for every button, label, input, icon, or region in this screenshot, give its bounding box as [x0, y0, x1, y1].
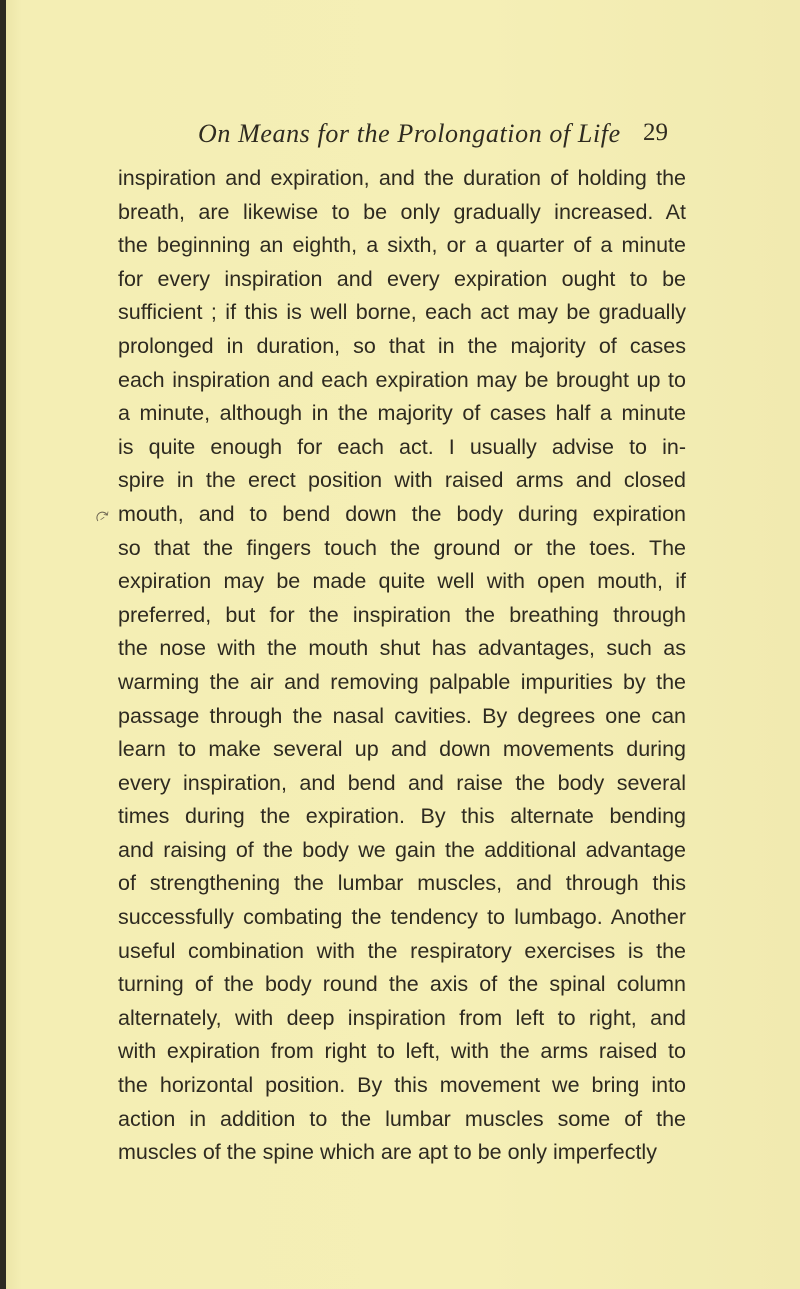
text-line: warming the air and removing palpable impurities by the — [118, 669, 686, 694]
text-line: times during the expiration. By this alternate bending — [118, 804, 686, 829]
page-header — [0, 119, 800, 153]
text-line: the nose with the mouth shut has advantages, such as — [118, 636, 686, 661]
text-line: so that the fingers touch the ground or the toes. The — [118, 535, 686, 560]
page-number: 29 — [643, 119, 668, 146]
text-line: every inspiration, and bend and raise the body several — [118, 770, 686, 795]
text-line: preferred, but for the inspiration the breathing through — [118, 602, 686, 627]
text-line: the horizontal position. By this movement we bring into — [118, 1073, 686, 1098]
text-line: spire in the erect position with raised arms and closed — [118, 468, 686, 493]
text-line: expiration may be made quite well with open mouth, if — [118, 569, 686, 594]
text-line: action in addition to the lumbar muscles some of the — [118, 1106, 686, 1131]
text-line: turning of the body round the axis of the spinal column — [118, 972, 686, 997]
text-line: useful combination with the respiratory exercises is the — [118, 938, 686, 963]
text-line: breath, are likewise to be only gradually increased. At — [118, 199, 686, 224]
text-line: muscles of the spine which are apt to be only imperfectly — [118, 1140, 657, 1165]
text-line: a minute, although in the majority of cases half a minute — [118, 401, 686, 426]
text-line: mouth, and to bend down the body during expiration — [118, 501, 686, 526]
text-line: with expiration from right to left, with the arms raised to — [118, 1039, 686, 1064]
text-line: for every inspiration and every expiration ought to be — [118, 266, 686, 291]
text-line: the beginning an eighth, a sixth, or a quarter of a minute — [118, 233, 686, 258]
text-line: learn to make several up and down movements during — [118, 737, 686, 762]
running-title: On Means for the Prolongation of Life — [198, 119, 621, 148]
text-line: passage through the nasal cavities. By degrees one can — [118, 703, 686, 728]
text-line: alternately, with deep inspiration from left to right, and — [118, 1005, 686, 1030]
text-line: each inspiration and each expiration may be brought up to — [118, 367, 686, 392]
text-line: successfully combating the tendency to lumbago. Another — [118, 905, 686, 930]
text-line: prolonged in duration, so that in the majority of cases — [118, 333, 686, 358]
binding-edge — [0, 0, 6, 1289]
text-line: of strengthening the lumbar muscles, and through this — [118, 871, 686, 896]
text-line: sufficient ; if this is well borne, each act may be gradually — [118, 300, 686, 325]
text-line: inspiration and expiration, and the duration of holding the — [118, 166, 686, 190]
text-line: is quite enough for each act. I usually advise to in- — [118, 434, 686, 459]
body-paragraph — [118, 162, 686, 1170]
text-line: and raising of the body we gain the additional advantage — [118, 837, 686, 862]
margin-pencil-mark-icon: ⤼ — [90, 503, 112, 525]
